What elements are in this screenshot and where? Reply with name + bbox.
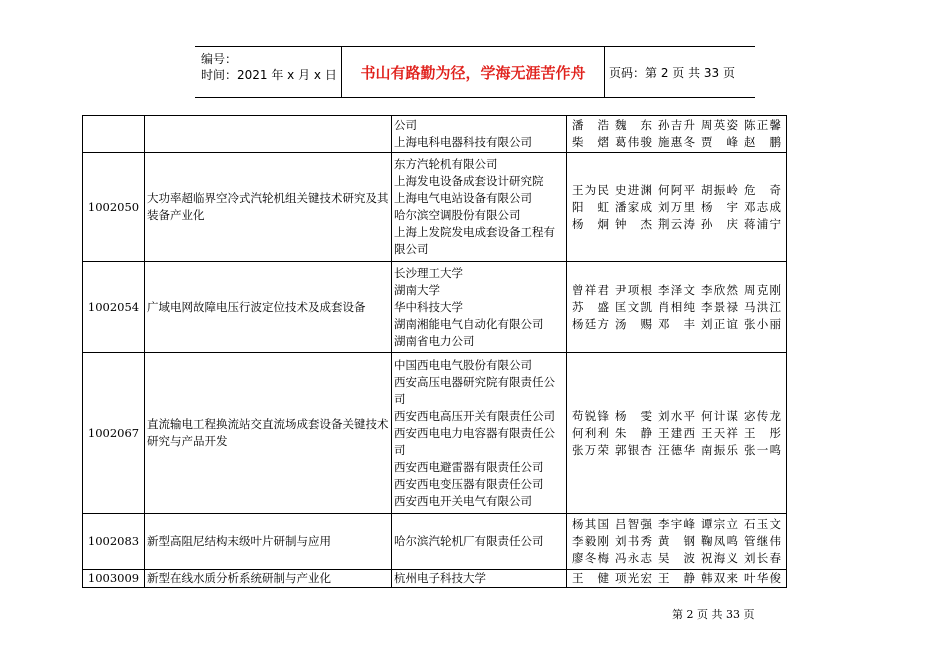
unit-name: 长沙理工大学 <box>394 265 463 280</box>
person-name: 刘水平 <box>658 408 695 423</box>
person-name: 鞠凤鸣 <box>701 534 738 548</box>
people-cell <box>567 153 787 262</box>
people-list <box>569 408 784 459</box>
unit-name: 哈尔滨空调股份有限公司 <box>394 208 521 222</box>
person-name: 邓 丰 <box>658 316 695 331</box>
units-cell <box>392 514 567 570</box>
person-name: 刘正谊 <box>701 316 738 331</box>
units-cell <box>392 570 567 588</box>
project-code: 1002050 <box>83 153 145 262</box>
person-name: 周英姿 <box>701 118 738 132</box>
person-name: 贾 峰 <box>701 135 738 149</box>
person-name: 南振乐 <box>701 442 738 457</box>
project-name <box>145 116 392 153</box>
unit-name: 哈尔滨汽轮机厂有限责任公司 <box>394 534 544 548</box>
unit-name: 东方汽轮机有限公司 <box>394 157 498 171</box>
units-cell <box>392 116 567 153</box>
award-table <box>82 115 787 588</box>
project-name: 直流输电工程换流站交直流场成套设备关键技术研究与产品开发 <box>145 353 392 514</box>
project-code: 1002083 <box>83 514 145 570</box>
person-name: 刘长春 <box>744 551 781 565</box>
project-name: 广域电网故障电压行波定位技术及成套设备 <box>145 262 392 353</box>
person-name: 王 静 <box>658 571 695 585</box>
unit-name: 上海发电设备成套设计研究院 <box>394 174 544 188</box>
page-header <box>195 46 755 98</box>
person-name: 宓传龙 <box>744 408 781 423</box>
project-name: 大功率超临界空冷式汽轮机组关键技术研究及其装备产业化 <box>145 153 392 262</box>
people-list <box>569 182 784 233</box>
header-left <box>201 51 337 83</box>
person-name: 胡振岭 <box>701 182 738 197</box>
person-name: 汤 赐 <box>615 316 652 331</box>
person-name: 廖冬梅 <box>572 551 609 565</box>
person-name: 石玉文 <box>744 517 781 531</box>
people-cell <box>567 262 787 353</box>
person-name: 危 奇 <box>744 182 781 197</box>
person-name: 孙 庆 <box>701 216 738 231</box>
units-cell <box>392 262 567 353</box>
people-cell <box>567 353 787 514</box>
person-name: 张小丽 <box>744 316 781 331</box>
person-name: 赵 鹏 <box>744 135 781 149</box>
people-list <box>569 282 784 333</box>
table-row <box>83 570 787 588</box>
person-name: 荆云涛 <box>658 216 695 231</box>
project-code <box>83 116 145 153</box>
project-name: 新型在线水质分析系统研制与产业化 <box>145 570 392 588</box>
person-name: 肖相纯 <box>658 299 695 314</box>
person-name: 杨 炯 <box>572 216 609 231</box>
person-name: 张万荣 <box>572 442 609 457</box>
unit-name: 西安西电电力电容器有限责任公 <box>394 425 555 440</box>
person-name: 管继伟 <box>744 534 781 548</box>
unit-name: 西安西电开关电气有限公司 <box>394 493 532 508</box>
unit-name: 湖南省电力公司 <box>394 333 475 348</box>
person-name: 王 彤 <box>744 425 781 440</box>
person-name: 蒋浦宁 <box>744 216 781 231</box>
page-footer: 第 2 页 共 33 页 <box>672 608 755 621</box>
person-name: 葛伟骏 <box>615 135 652 149</box>
person-name: 张一鸣 <box>744 442 781 457</box>
person-name: 杨其国 <box>572 517 609 531</box>
project-code: 1003009 <box>83 570 145 588</box>
person-name: 魏 东 <box>615 118 652 132</box>
person-name: 项光宏 <box>615 571 652 585</box>
person-name: 苟锐锋 <box>572 408 609 423</box>
person-name: 韩双来 <box>701 571 738 585</box>
person-name: 阳 虹 <box>572 199 609 214</box>
person-name: 何利利 <box>572 425 609 440</box>
units-cell <box>392 153 567 262</box>
unit-name: 司 <box>394 442 406 457</box>
person-name: 曾祥君 <box>572 282 609 297</box>
unit-name: 西安西电变压器有限责任公司 <box>394 476 544 491</box>
people-cell <box>567 570 787 588</box>
person-name: 李泽文 <box>658 282 695 297</box>
unit-name: 杭州电子科技大学 <box>394 571 486 585</box>
table-row <box>83 353 787 514</box>
person-name: 王建西 <box>658 425 695 440</box>
person-name: 吴 波 <box>658 551 695 565</box>
table-row <box>83 262 787 353</box>
unit-name: 上海上发院发电成套设备工程有 <box>394 225 555 239</box>
unit-name: 公司 <box>394 118 417 132</box>
person-name: 周克刚 <box>744 282 781 297</box>
person-name: 史进渊 <box>615 182 652 197</box>
person-name: 谭宗立 <box>701 517 738 531</box>
person-name: 黄 钢 <box>658 534 695 548</box>
people-cell <box>567 116 787 153</box>
person-name: 冯永志 <box>615 551 652 565</box>
person-name: 陈正馨 <box>744 118 781 132</box>
person-name: 吕智强 <box>615 517 652 531</box>
people-list <box>569 570 784 587</box>
person-name: 李景禄 <box>701 299 738 314</box>
people-list <box>569 117 784 151</box>
person-name: 孙吉升 <box>658 118 695 132</box>
unit-name: 湖南大学 <box>394 282 440 297</box>
unit-name: 西安西电高压开关有限责任公司 <box>394 408 555 423</box>
unit-name: 中国西电电气股份有限公司 <box>394 357 532 372</box>
person-name: 柴 熠 <box>572 135 609 149</box>
unit-name: 上海电气电站设备有限公司 <box>394 191 532 205</box>
unit-name: 上海电科电器科技有限公司 <box>394 135 532 149</box>
person-name: 杨 雯 <box>615 408 652 423</box>
person-name: 叶华俊 <box>744 571 781 585</box>
people-cell <box>567 514 787 570</box>
project-code: 1002067 <box>83 353 145 514</box>
person-name: 匡文凯 <box>615 299 652 314</box>
person-name: 何计谋 <box>701 408 738 423</box>
units-cell <box>392 353 567 514</box>
person-name: 郭银杏 <box>615 442 652 457</box>
time-label: 时间：2021 年 x 月 x 日 <box>201 68 337 82</box>
person-name: 钟 杰 <box>615 216 652 231</box>
table-row <box>83 153 787 262</box>
person-name: 杨 宇 <box>701 199 738 214</box>
unit-name: 司 <box>394 391 406 406</box>
person-name: 杨廷方 <box>572 316 609 331</box>
unit-name: 西安高压电器研究院有限责任公 <box>394 374 555 389</box>
person-name: 朱 静 <box>615 425 652 440</box>
unit-name: 西安西电避雷器有限责任公司 <box>394 459 544 474</box>
person-name: 刘万里 <box>658 199 695 214</box>
person-name: 王为民 <box>572 182 609 197</box>
person-name: 邓志成 <box>744 199 781 214</box>
person-name: 王天祥 <box>701 425 738 440</box>
person-name: 尹项根 <box>615 282 652 297</box>
person-name: 潘 浩 <box>572 118 609 132</box>
person-name: 苏 盛 <box>572 299 609 314</box>
person-name: 王 健 <box>572 571 609 585</box>
unit-name: 湖南湘能电气自动化有限公司 <box>394 316 544 331</box>
code-label: 编号： <box>201 52 238 66</box>
person-name: 李宇峰 <box>658 517 695 531</box>
project-name: 新型高阻尼结构末级叶片研制与应用 <box>145 514 392 570</box>
person-name: 潘家成 <box>615 199 652 214</box>
person-name: 马洪江 <box>744 299 781 314</box>
motto: 书山有路勤为径，学海无涯苦作舟 <box>341 47 605 97</box>
table-row <box>83 514 787 570</box>
person-name: 祝海义 <box>701 551 738 565</box>
table-row <box>83 116 787 153</box>
unit-name: 华中科技大学 <box>394 299 463 314</box>
person-name: 汪德华 <box>658 442 695 457</box>
person-name: 刘书秀 <box>615 534 652 548</box>
people-list <box>569 516 784 567</box>
person-name: 李欣然 <box>701 282 738 297</box>
person-name: 施惠冬 <box>658 135 695 149</box>
person-name: 何阿平 <box>658 182 695 197</box>
unit-name: 限公司 <box>394 242 429 256</box>
project-code: 1002054 <box>83 262 145 353</box>
page-info: 页码：第 2 页 共 33 页 <box>609 66 735 80</box>
person-name: 李毅刚 <box>572 534 609 548</box>
